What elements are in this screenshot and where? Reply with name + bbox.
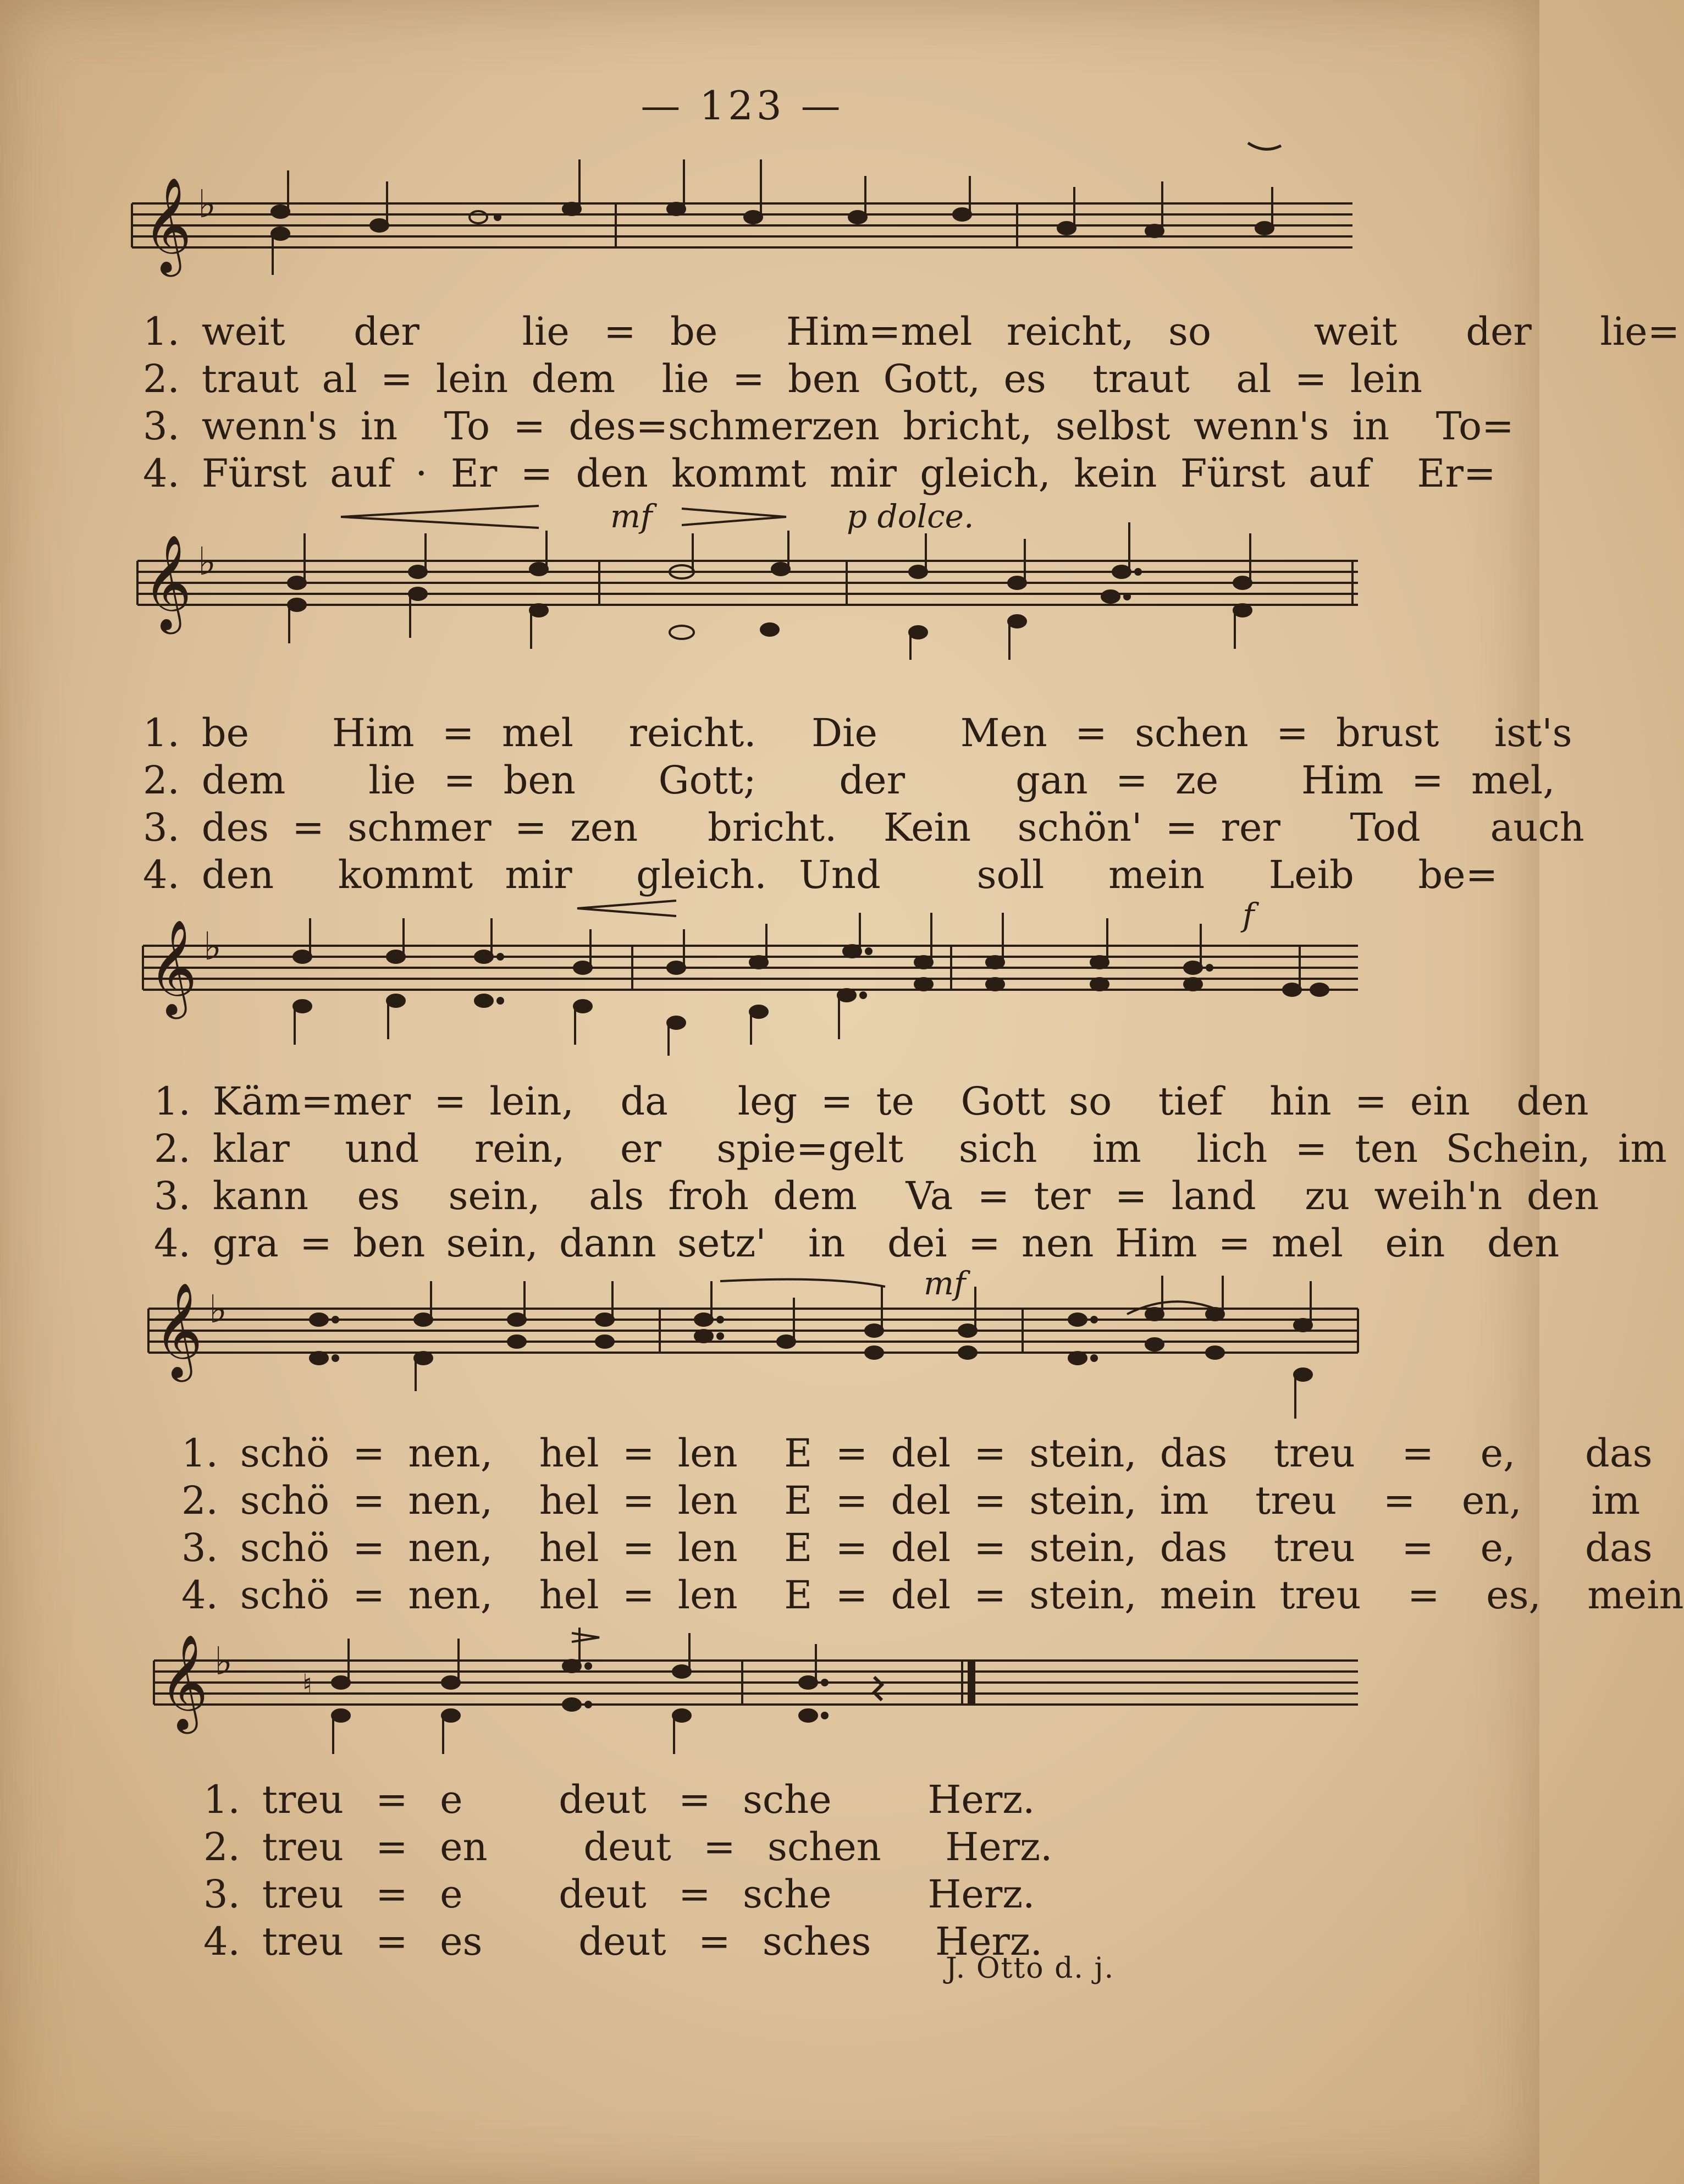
lyric-text: treu = e deut = sche Herz. (262, 1872, 1035, 1917)
lyric-text: schö = nen, hel = len E = del = stein, im treu = en, im (240, 1478, 1641, 1523)
music-staff-1 (121, 148, 1363, 313)
lyric-line (143, 709, 1572, 757)
lyric-text: traut al = lein dem lie = ben Gott, es traut al = lein (201, 356, 1422, 401)
verse-number: 3. (143, 404, 180, 449)
verse-number: 2. (143, 356, 180, 401)
verse-number: 2. (181, 1478, 218, 1523)
lyrics-system-4 (181, 1430, 1684, 1619)
lyric-text: gra = ben sein, dann setz' in dei = nen Him = mel ein den (212, 1221, 1560, 1266)
lyric-text: treu = en deut = schen Herz. (262, 1824, 1053, 1869)
lyric-line (203, 1871, 1035, 1918)
lyric-text: klar und rein, er spie=gelt sich im lich = ten Schein, im (212, 1126, 1667, 1171)
lyric-line (203, 1776, 1035, 1823)
flat-key-sig-icon: ♭ (203, 924, 222, 969)
lyric-line (143, 402, 1514, 450)
lyric-line (154, 1220, 1560, 1267)
lyric-text: weit der lie = be Him=mel reicht, so weit der lie= (201, 309, 1680, 354)
lyric-text: Fürst auf · Er = den kommt mir gleich, kein Fürst auf Er= (201, 451, 1496, 496)
composer-credit: J. Otto d. j. (946, 1952, 1115, 1985)
lyric-line (181, 1477, 1641, 1524)
lyric-line (143, 308, 1680, 355)
dynamic-p-dolce: p dolce. (847, 498, 974, 535)
lyric-text: schö = nen, hel = len E = del = stein, mein treu = es, mein (240, 1573, 1684, 1618)
lyrics-system-5 (203, 1776, 1053, 1965)
lyric-text: dem lie = ben Gott; der gan = ze Him = mel, (201, 758, 1555, 803)
lyric-line (203, 1918, 1043, 1965)
lyric-text: kann es sein, als froh dem Va = ter = land zu weih'n den (212, 1173, 1599, 1218)
lyrics-system-1 (143, 308, 1680, 497)
verse-number: 4. (203, 1919, 240, 1964)
music-staff-5 (143, 1622, 1363, 1787)
treble-clef-icon: 𝄞 (148, 919, 197, 1015)
flat-key-sig-icon: ♭ (209, 1287, 228, 1332)
treble-clef-icon: 𝄞 (143, 177, 192, 273)
flat-key-sig-icon: ♭ (198, 181, 217, 227)
verse-number: 1. (143, 710, 180, 755)
lyric-text: den kommt mir gleich. Und soll mein Leib be= (201, 852, 1498, 897)
verse-number: 2. (143, 758, 180, 803)
flat-key-sig-icon: ♭ (198, 539, 217, 584)
lyric-text: treu = e deut = sche Herz. (262, 1777, 1035, 1822)
lyric-line (143, 804, 1584, 851)
music-staff-4 (137, 1276, 1363, 1441)
verse-number: 1. (154, 1079, 191, 1124)
lyric-line (143, 851, 1498, 898)
lyric-text: des = schmer = zen bricht. Kein schön' = rer Tod auch (201, 805, 1584, 850)
treble-clef-icon: 𝄞 (154, 1282, 203, 1378)
dynamic-mf: mf (610, 498, 653, 535)
verse-number: 1. (181, 1431, 218, 1476)
verse-number: 4. (143, 451, 180, 496)
lyric-line (181, 1524, 1653, 1571)
verse-number: 1. (143, 309, 180, 354)
lyric-text: Käm=mer = lein, da leg = te Gott so tief hin = ein den (212, 1079, 1589, 1124)
flat-key-sig-icon: ♭ (214, 1639, 233, 1684)
lyric-text: be Him = mel reicht. Die Men = schen = brust ist's (201, 710, 1572, 755)
verse-number: 3. (181, 1525, 218, 1570)
lyric-line (143, 757, 1555, 804)
verse-number: 1. (203, 1777, 240, 1822)
treble-clef-icon: 𝄞 (143, 534, 192, 630)
lyrics-system-3 (154, 1078, 1667, 1267)
lyric-text: schö = nen, hel = len E = del = stein, das treu = e, das (240, 1431, 1653, 1476)
verse-number: 2. (154, 1126, 191, 1171)
page-number: — 123 — (641, 82, 844, 129)
lyric-line (154, 1172, 1599, 1220)
lyric-line (203, 1823, 1053, 1871)
verse-number: 2. (203, 1824, 240, 1869)
lyric-line (181, 1430, 1653, 1477)
lyric-line (143, 355, 1422, 402)
verse-number: 3. (154, 1173, 191, 1218)
lyric-line (143, 450, 1496, 497)
dynamic-mf: mf (924, 1265, 966, 1302)
music-staff-2 (132, 528, 1363, 693)
verse-number: 4. (181, 1573, 218, 1618)
svg-text:♮: ♮ (302, 1668, 312, 1700)
verse-number: 3. (143, 805, 180, 850)
music-staff-3 (137, 913, 1363, 1078)
dynamic-f: f (1243, 896, 1255, 934)
lyric-text: treu = es deut = sches Herz. (262, 1919, 1043, 1964)
lyric-text: wenn's in To = des=schmerzen bricht, selbst wenn's in To= (201, 404, 1514, 449)
lyric-line (181, 1571, 1684, 1619)
lyric-line (154, 1125, 1667, 1172)
lyric-line (154, 1078, 1589, 1125)
treble-clef-icon: 𝄞 (159, 1634, 208, 1730)
verse-number: 3. (203, 1872, 240, 1917)
lyric-text: schö = nen, hel = len E = del = stein, das treu = e, das (240, 1525, 1653, 1570)
lyrics-system-2 (143, 709, 1584, 898)
diminuendo-hairpin (676, 503, 797, 531)
verse-number: 4. (143, 852, 180, 897)
verse-number: 4. (154, 1221, 191, 1266)
